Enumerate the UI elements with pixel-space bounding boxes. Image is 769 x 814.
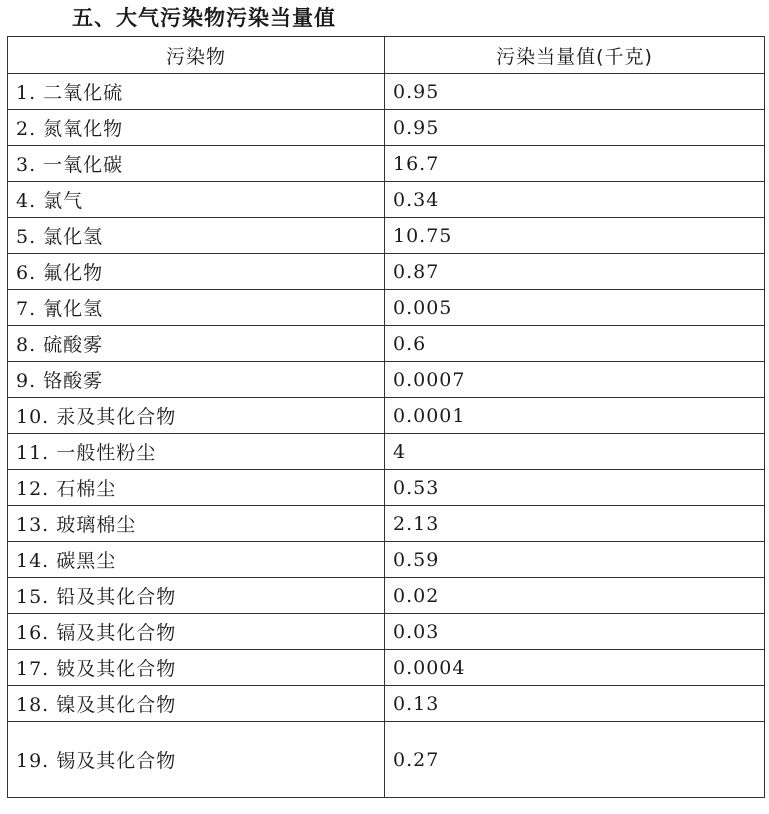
pollutant-name-cell: 1. 二氧化硫 xyxy=(8,74,385,110)
equivalent-value-cell: 0.13 xyxy=(385,686,765,722)
equivalent-value-cell: 0.0001 xyxy=(385,398,765,434)
pollutant-name-cell: 10. 汞及其化合物 xyxy=(8,398,385,434)
table-row xyxy=(8,650,765,686)
pollutant-name-cell: 2. 氮氧化物 xyxy=(8,110,385,146)
pollutant-name-cell: 15. 铅及其化合物 xyxy=(8,578,385,614)
equivalent-value-cell: 4 xyxy=(385,434,765,470)
pollutant-name-cell: 11. 一般性粉尘 xyxy=(8,434,385,470)
pollutant-name-cell: 17. 铍及其化合物 xyxy=(8,650,385,686)
equivalent-value-cell: 0.6 xyxy=(385,326,765,362)
pollutant-name-cell: 6. 氟化物 xyxy=(8,254,385,290)
page-title: 五、大气污染物污染当量值 xyxy=(72,6,336,30)
pollutant-name-cell: 5. 氯化氢 xyxy=(8,218,385,254)
table-row xyxy=(8,254,765,290)
pollutant-name-cell: 8. 硫酸雾 xyxy=(8,326,385,362)
equivalent-value-cell: 0.95 xyxy=(385,110,765,146)
pollutant-table xyxy=(7,36,765,798)
equivalent-value-cell: 0.95 xyxy=(385,74,765,110)
pollutant-name-cell: 4. 氯气 xyxy=(8,182,385,218)
table-row xyxy=(8,614,765,650)
equivalent-value-cell: 0.87 xyxy=(385,254,765,290)
table-row xyxy=(8,182,765,218)
equivalent-value-cell: 0.34 xyxy=(385,182,765,218)
table-row xyxy=(8,110,765,146)
column-header-equivalent-value: 污染当量值(千克) xyxy=(385,37,765,74)
pollutant-name-cell: 18. 镍及其化合物 xyxy=(8,686,385,722)
table-row xyxy=(8,146,765,182)
equivalent-value-cell: 0.03 xyxy=(385,614,765,650)
equivalent-value-cell: 0.59 xyxy=(385,542,765,578)
equivalent-value-cell: 0.0004 xyxy=(385,650,765,686)
equivalent-value-cell: 0.27 xyxy=(385,722,765,798)
equivalent-value-cell: 2.13 xyxy=(385,506,765,542)
table-row xyxy=(8,470,765,506)
table-row xyxy=(8,326,765,362)
pollutant-name-cell: 19. 锡及其化合物 xyxy=(8,722,385,798)
pollutant-name-cell: 12. 石棉尘 xyxy=(8,470,385,506)
pollutant-name-cell: 13. 玻璃棉尘 xyxy=(8,506,385,542)
equivalent-value-cell: 0.005 xyxy=(385,290,765,326)
table-row xyxy=(8,506,765,542)
equivalent-value-cell: 0.53 xyxy=(385,470,765,506)
table-row xyxy=(8,398,765,434)
pollutant-name-cell: 16. 镉及其化合物 xyxy=(8,614,385,650)
table-row xyxy=(8,578,765,614)
table-row xyxy=(8,362,765,398)
equivalent-value-cell: 10.75 xyxy=(385,218,765,254)
pollutant-name-cell: 3. 一氧化碳 xyxy=(8,146,385,182)
pollutant-name-cell: 14. 碳黑尘 xyxy=(8,542,385,578)
column-header-pollutant: 污染物 xyxy=(8,37,385,74)
pollutant-name-cell: 7. 氰化氢 xyxy=(8,290,385,326)
equivalent-value-cell: 0.0007 xyxy=(385,362,765,398)
table-row xyxy=(8,434,765,470)
table-header-row xyxy=(8,37,765,74)
pollutant-name-cell: 9. 铬酸雾 xyxy=(8,362,385,398)
table-row xyxy=(8,542,765,578)
table-row xyxy=(8,218,765,254)
equivalent-value-cell: 0.02 xyxy=(385,578,765,614)
table-row xyxy=(8,74,765,110)
table-row xyxy=(8,722,765,798)
equivalent-value-cell: 16.7 xyxy=(385,146,765,182)
table-row xyxy=(8,686,765,722)
table-row xyxy=(8,290,765,326)
